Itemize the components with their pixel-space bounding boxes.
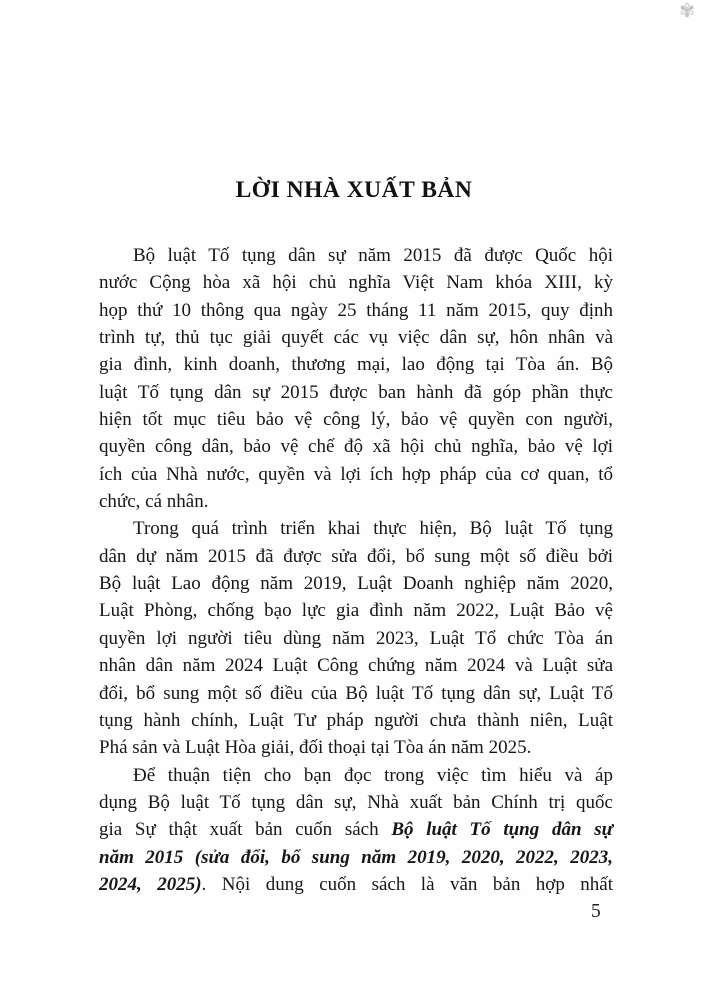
text-line: tụng hành chính, Luật Tư pháp người chưa thành niên, Luật [99, 709, 613, 731]
text-line: Luật Phòng, chống bạo lực gia đình năm 2022, Luật Bảo vệ [99, 600, 613, 622]
text-line: ích của Nhà nước, quyền và lợi ích hợp pháp của cơ quan, tổ [99, 463, 613, 485]
book-title-emphasis: năm 2015 (sửa đổi, bổ sung năm 2019, 2020, 2022, 2023, [99, 846, 613, 868]
text-line: họp thứ 10 thông qua ngày 25 tháng 11 năm 2015, quy định [99, 299, 613, 321]
paragraph-3 [99, 762, 613, 899]
text-segment: . Nội dung cuốn sách là văn bản hợp nhất [201, 873, 614, 895]
text-line: gia đình, kinh doanh, thương mại, lao động tại Tòa án. Bộ [99, 354, 613, 376]
text-line [99, 871, 613, 898]
text-line: Bộ luật Tố tụng dân sự năm 2015 đã được Quốc hội [133, 245, 613, 266]
paragraph-1 [99, 242, 613, 515]
page-title: LỜI NHÀ XUẤT BẢN [235, 176, 473, 203]
text-line: Để thuận tiện cho bạn đọc trong việc tìm hiểu và áp [133, 764, 613, 786]
text-line: chức, cá nhân. [99, 491, 209, 513]
text-line: dụng Bộ luật Tố tụng dân sự, Nhà xuất bản Chính trị quốc [99, 791, 613, 813]
text-line: Phá sản và Luật Hòa giải, đối thoại tại Tòa án năm 2025. [99, 737, 532, 759]
text-line: đổi, bổ sung một số điều của Bộ luật Tố tụng dân sự, Luật Tố [99, 682, 613, 704]
text-line [99, 816, 613, 843]
page-number: 5 [591, 901, 601, 922]
text-line: trình tự, thủ tục giải quyết các vụ việc dân sự, hôn nhân và [99, 327, 613, 349]
paragraph-2 [99, 515, 613, 761]
text-line: nhân dân năm 2024 Luật Công chứng năm 2024 và Luật sửa [99, 655, 613, 677]
book-title-emphasis: 2024, 2025) [99, 873, 202, 895]
text-line: Trong quá trình triển khai thực hiện, Bộ luật Tố tụng [133, 518, 613, 540]
text-line: luật Tố tụng dân sự 2015 được ban hành đã góp phần thực [99, 381, 613, 403]
book-title-emphasis: Bộ luật Tố tụng dân sự [391, 819, 613, 841]
text-line: quyền công dân, bảo vệ chế độ xã hội chủ nghĩa, bảo vệ lợi [99, 436, 613, 458]
text-line: hiện tốt mục tiêu bảo vệ công lý, bảo vệ quyền con người, [99, 409, 613, 431]
text-line: nước Cộng hòa xã hội chủ nghĩa Việt Nam khóa XIII, kỳ [99, 272, 613, 294]
text-segment: gia Sự thật xuất bản cuốn sách [99, 819, 392, 841]
text-line: Bộ luật Lao động năm 2019, Luật Doanh nghiệp năm 2020, [99, 573, 613, 595]
flower-ornament-icon: ✾ [679, 1, 695, 22]
text-line: dân dự năm 2015 đã được sửa đổi, bổ sung một số điều bởi [99, 545, 613, 567]
text-line: quyền lợi người tiêu dùng năm 2023, Luật Tổ chức Tòa án [99, 627, 613, 649]
body-text [99, 242, 613, 898]
